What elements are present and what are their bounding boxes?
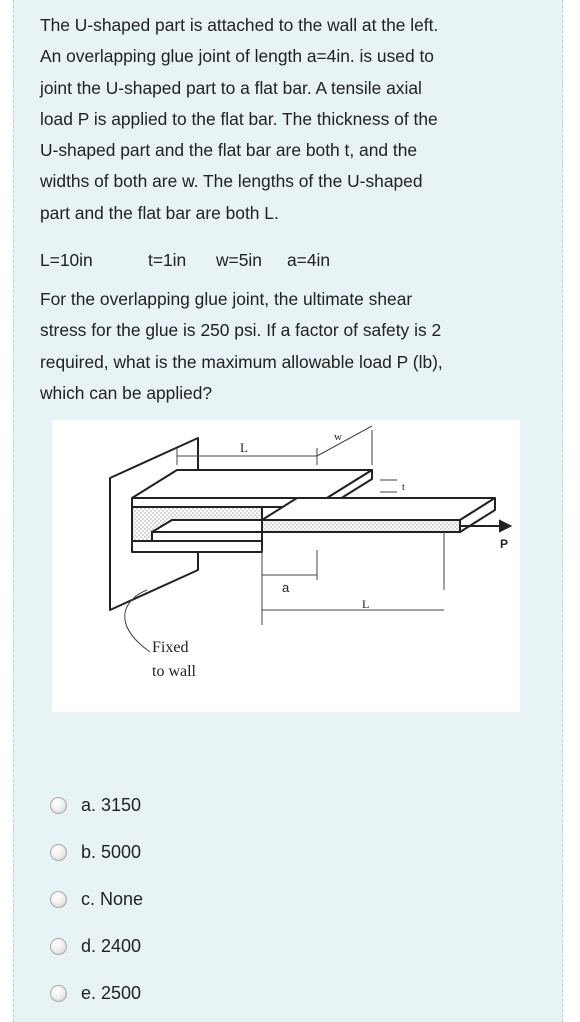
option-e[interactable] bbox=[50, 978, 250, 1008]
glue-layer bbox=[152, 532, 262, 541]
option-b[interactable] bbox=[50, 837, 250, 867]
label-width: w bbox=[334, 431, 342, 443]
question-line: U-shaped part and the flat bar are both t, and the bbox=[40, 140, 418, 161]
label-load: P bbox=[500, 537, 509, 551]
radio-button[interactable] bbox=[50, 797, 67, 814]
radio-button[interactable] bbox=[50, 938, 67, 955]
label-overlap: a bbox=[282, 580, 290, 595]
label-thickness: t bbox=[402, 482, 405, 493]
option-label: b. 5000 bbox=[81, 841, 142, 862]
glue-joint-diagram bbox=[52, 420, 520, 712]
option-label: c. None bbox=[81, 888, 144, 909]
diagram-svg bbox=[52, 420, 520, 712]
question-line: which can be applied? bbox=[40, 382, 213, 403]
question-line: part and the flat bar are both L. bbox=[40, 202, 279, 223]
label-to-wall: to wall bbox=[152, 663, 196, 680]
question-line: For the overlapping glue joint, the ultimate shear bbox=[40, 289, 413, 309]
option-c[interactable] bbox=[50, 884, 250, 914]
param-thickness: t=1in bbox=[148, 250, 187, 270]
option-label: e. 2500 bbox=[81, 982, 142, 1003]
param-length: L=10in bbox=[40, 250, 93, 270]
label-length-top: L bbox=[240, 440, 248, 455]
param-width: w=5in bbox=[216, 250, 262, 270]
question-paragraph-1 bbox=[40, 10, 540, 229]
label-fixed: Fixed bbox=[152, 639, 189, 656]
param-overlap: a=4in bbox=[287, 250, 331, 270]
question-line: joint the U-shaped part to a flat bar. A tensile axial bbox=[40, 77, 422, 98]
question-line: stress for the glue is 250 psi. If a factor of safety is 2 bbox=[40, 320, 442, 341]
question-line: An overlapping glue joint of length a=4in. is used to bbox=[40, 46, 434, 67]
radio-button[interactable] bbox=[50, 891, 67, 908]
radio-button[interactable] bbox=[50, 985, 67, 1002]
flat-bar-front bbox=[262, 520, 460, 532]
option-label: d. 2400 bbox=[81, 935, 142, 956]
option-a[interactable] bbox=[50, 790, 250, 820]
question-line: load P is applied to the flat bar. The thickness of the bbox=[40, 108, 438, 129]
question-paragraph-2 bbox=[40, 284, 540, 409]
radio-button[interactable] bbox=[50, 844, 67, 861]
question-line: The U-shaped part is attached to the wall at the left. bbox=[40, 15, 439, 35]
flat-bar-top bbox=[262, 498, 495, 520]
option-label: a. 3150 bbox=[81, 794, 142, 815]
option-d[interactable] bbox=[50, 931, 250, 961]
question-line: widths of both are w. The lengths of the U-shaped bbox=[40, 171, 423, 192]
question-line: required, what is the maximum allowable load P (lb), bbox=[40, 351, 443, 372]
label-length-bottom: L bbox=[362, 597, 370, 611]
